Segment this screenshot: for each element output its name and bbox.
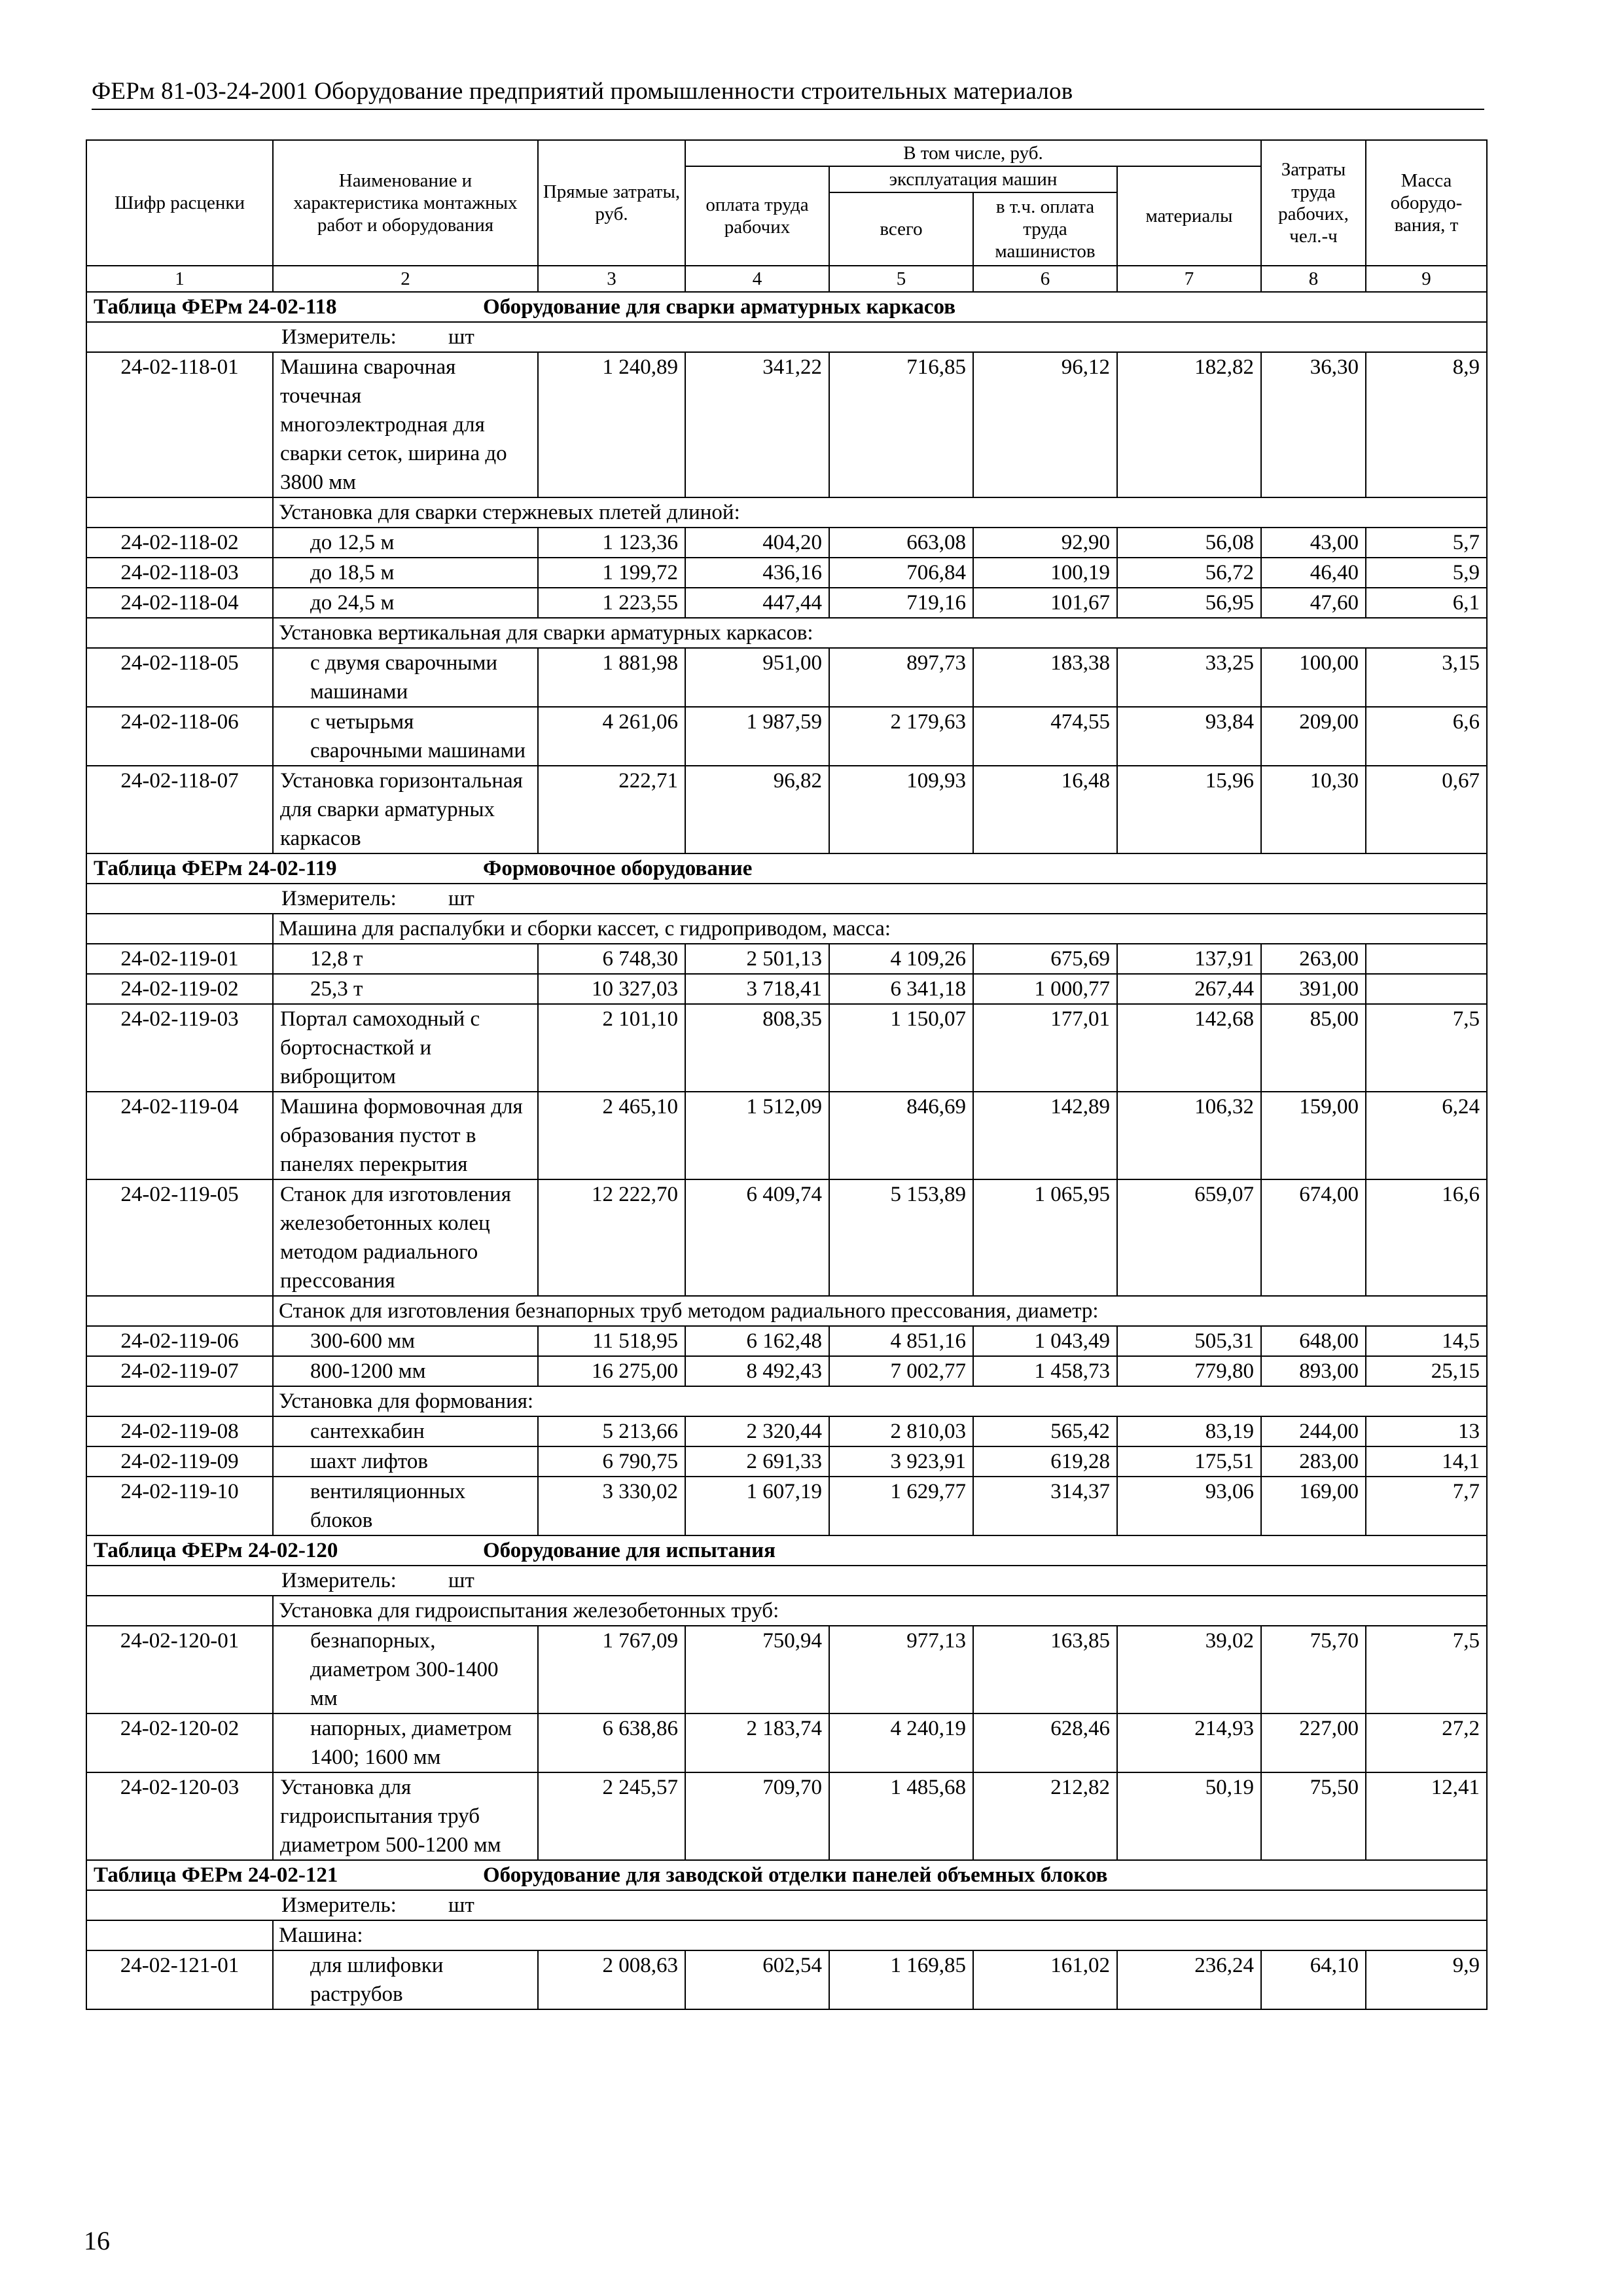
section-title <box>86 1860 1487 1890</box>
subheader-row <box>86 618 1487 648</box>
rate-code: 24-02-118-04 <box>86 588 273 618</box>
rate-code: 24-02-119-08 <box>86 1416 273 1446</box>
section-title-row <box>86 292 1487 322</box>
table-row <box>86 352 1487 497</box>
materials: 39,02 <box>1117 1626 1261 1713</box>
machines-total: 4 851,16 <box>829 1326 973 1356</box>
direct-cost: 1 767,09 <box>538 1626 685 1713</box>
rate-code: 24-02-118-05 <box>86 648 273 707</box>
wages: 2 501,13 <box>685 944 829 974</box>
machines-wages: 101,67 <box>973 588 1117 618</box>
subheader-text: Станок для изготовления безнапорных труб методом радиального прессования, диаметр: <box>273 1296 1487 1326</box>
machines-wages: 1 065,95 <box>973 1179 1117 1296</box>
wages: 404,20 <box>685 528 829 558</box>
machines-total: 897,73 <box>829 648 973 707</box>
machines-total: 1 150,07 <box>829 1004 973 1092</box>
rate-code: 24-02-119-04 <box>86 1092 273 1179</box>
column-numbers-row <box>86 266 1487 292</box>
table-row <box>86 707 1487 766</box>
labor-hours: 391,00 <box>1261 974 1366 1004</box>
machines-total: 5 153,89 <box>829 1179 973 1296</box>
labor-hours: 46,40 <box>1261 558 1366 588</box>
empty-code-cell <box>86 1296 273 1326</box>
table-row <box>86 1626 1487 1713</box>
machines-wages: 142,89 <box>973 1092 1117 1179</box>
materials: 175,51 <box>1117 1446 1261 1477</box>
equipment-mass: 14,1 <box>1366 1446 1487 1477</box>
subheader-row <box>86 1386 1487 1416</box>
subheader-row <box>86 1596 1487 1626</box>
rate-name: шахт лифтов <box>273 1446 538 1477</box>
direct-cost: 1 223,55 <box>538 588 685 618</box>
direct-cost: 6 638,86 <box>538 1713 685 1772</box>
materials: 106,32 <box>1117 1092 1261 1179</box>
wages: 602,54 <box>685 1950 829 2009</box>
wages: 2 320,44 <box>685 1416 829 1446</box>
table-row <box>86 1950 1487 2009</box>
subheader-text: Установка для сварки стержневых плетей длиной: <box>273 497 1487 528</box>
table-row <box>86 1772 1487 1860</box>
rate-name: с четырьмя сварочными машинами <box>273 707 538 766</box>
empty-code-cell <box>86 497 273 528</box>
col-header-direct: Прямые затраты, руб. <box>538 140 685 266</box>
materials: 50,19 <box>1117 1772 1261 1860</box>
table-row <box>86 1356 1487 1386</box>
labor-hours: 283,00 <box>1261 1446 1366 1477</box>
table-row <box>86 1179 1487 1296</box>
direct-cost: 10 327,03 <box>538 974 685 1004</box>
materials: 83,19 <box>1117 1416 1261 1446</box>
rate-code: 24-02-118-03 <box>86 558 273 588</box>
measure-row <box>86 884 1487 914</box>
rate-name: до 24,5 м <box>273 588 538 618</box>
wages: 1 512,09 <box>685 1092 829 1179</box>
labor-hours: 244,00 <box>1261 1416 1366 1446</box>
table-row <box>86 588 1487 618</box>
direct-cost: 1 240,89 <box>538 352 685 497</box>
equipment-mass: 16,6 <box>1366 1179 1487 1296</box>
wages: 3 718,41 <box>685 974 829 1004</box>
direct-cost: 3 330,02 <box>538 1477 685 1535</box>
measure-cell <box>86 884 1487 914</box>
col-header-machines: эксплуатация машин <box>829 166 1117 192</box>
rate-name: до 12,5 м <box>273 528 538 558</box>
table-body <box>86 292 1487 2009</box>
wages: 709,70 <box>685 1772 829 1860</box>
col-number: 1 <box>86 266 273 292</box>
direct-cost: 4 261,06 <box>538 707 685 766</box>
equipment-mass: 5,9 <box>1366 558 1487 588</box>
machines-wages: 314,37 <box>973 1477 1117 1535</box>
equipment-mass: 3,15 <box>1366 648 1487 707</box>
equipment-mass: 7,7 <box>1366 1477 1487 1535</box>
empty-code-cell <box>86 618 273 648</box>
equipment-mass: 8,9 <box>1366 352 1487 497</box>
section-code: Таблица ФЕРм 24-02-119 <box>94 857 337 880</box>
labor-hours: 674,00 <box>1261 1179 1366 1296</box>
rate-name: Установка для гидроиспытания труб диаметром 500-1200 мм <box>273 1772 538 1860</box>
rate-name: Станок для изготовления железобетонных колец методом радиального прессования <box>273 1179 538 1296</box>
equipment-mass <box>1366 944 1487 974</box>
table-head <box>86 140 1487 292</box>
machines-total: 6 341,18 <box>829 974 973 1004</box>
rate-name: 12,8 т <box>273 944 538 974</box>
col-header-incl: В том числе, руб. <box>685 140 1261 166</box>
rate-name: до 18,5 м <box>273 558 538 588</box>
rate-name: Портал самоходный с бортоснасткой и виброщитом <box>273 1004 538 1092</box>
rate-code: 24-02-120-03 <box>86 1772 273 1860</box>
wages: 6 162,48 <box>685 1326 829 1356</box>
rate-code: 24-02-119-01 <box>86 944 273 974</box>
materials: 93,84 <box>1117 707 1261 766</box>
table-row <box>86 1326 1487 1356</box>
wages: 2 691,33 <box>685 1446 829 1477</box>
measure-unit: шт <box>448 325 474 349</box>
section-title <box>86 1535 1487 1566</box>
wages: 341,22 <box>685 352 829 497</box>
rate-code: 24-02-119-05 <box>86 1179 273 1296</box>
table-row <box>86 1713 1487 1772</box>
labor-hours: 169,00 <box>1261 1477 1366 1535</box>
table-row <box>86 558 1487 588</box>
equipment-mass: 0,67 <box>1366 766 1487 853</box>
machines-total: 663,08 <box>829 528 973 558</box>
rate-name: вентиляционных блоков <box>273 1477 538 1535</box>
subheader-text: Машина для распалубки и сборки кассет, с гидроприводом, масса: <box>273 914 1487 944</box>
materials: 505,31 <box>1117 1326 1261 1356</box>
rate-code: 24-02-120-02 <box>86 1713 273 1772</box>
equipment-mass: 9,9 <box>1366 1950 1487 2009</box>
rate-code: 24-02-121-01 <box>86 1950 273 2009</box>
wages: 951,00 <box>685 648 829 707</box>
measure-unit: шт <box>448 1569 474 1592</box>
col-number: 6 <box>973 266 1117 292</box>
measure-row <box>86 1566 1487 1596</box>
materials: 56,95 <box>1117 588 1261 618</box>
subheader-row <box>86 914 1487 944</box>
labor-hours: 47,60 <box>1261 588 1366 618</box>
equipment-mass <box>1366 974 1487 1004</box>
subheader-row <box>86 1296 1487 1326</box>
rate-code: 24-02-120-01 <box>86 1626 273 1713</box>
labor-hours: 85,00 <box>1261 1004 1366 1092</box>
machines-total: 719,16 <box>829 588 973 618</box>
machines-total: 706,84 <box>829 558 973 588</box>
section-title <box>86 853 1487 884</box>
rate-name: 25,3 т <box>273 974 538 1004</box>
rate-name: 300-600 мм <box>273 1326 538 1356</box>
subheader-row <box>86 1920 1487 1950</box>
direct-cost: 12 222,70 <box>538 1179 685 1296</box>
col-number: 3 <box>538 266 685 292</box>
col-header-labor: Затраты труда рабочих, чел.-ч <box>1261 140 1366 266</box>
materials: 236,24 <box>1117 1950 1261 2009</box>
rates-table <box>86 139 1488 2010</box>
equipment-mass: 5,7 <box>1366 528 1487 558</box>
direct-cost: 6 790,75 <box>538 1446 685 1477</box>
col-number: 8 <box>1261 266 1366 292</box>
measure-unit: шт <box>448 1893 474 1917</box>
labor-hours: 36,30 <box>1261 352 1366 497</box>
labor-hours: 10,30 <box>1261 766 1366 853</box>
machines-wages: 177,01 <box>973 1004 1117 1092</box>
rate-code: 24-02-118-02 <box>86 528 273 558</box>
direct-cost: 1 881,98 <box>538 648 685 707</box>
machines-wages: 163,85 <box>973 1626 1117 1713</box>
measure-label: Измеритель: <box>281 887 397 910</box>
machines-total: 1 169,85 <box>829 1950 973 2009</box>
table-row <box>86 974 1487 1004</box>
col-header-mass: Масса оборудо-вания, т <box>1366 140 1487 266</box>
machines-wages: 1 458,73 <box>973 1356 1117 1386</box>
rate-name: безнапорных, диаметром 300-1400 мм <box>273 1626 538 1713</box>
materials: 267,44 <box>1117 974 1261 1004</box>
direct-cost: 2 008,63 <box>538 1950 685 2009</box>
labor-hours: 64,10 <box>1261 1950 1366 2009</box>
empty-code-cell <box>86 1920 273 1950</box>
measure-row <box>86 322 1487 352</box>
rate-name: Машина сварочная точечная многоэлектродная для сварки сеток, ширина до 3800 мм <box>273 352 538 497</box>
empty-code-cell <box>86 1596 273 1626</box>
direct-cost: 2 465,10 <box>538 1092 685 1179</box>
section-code: Таблица ФЕРм 24-02-120 <box>94 1539 338 1562</box>
equipment-mass: 27,2 <box>1366 1713 1487 1772</box>
labor-hours: 100,00 <box>1261 648 1366 707</box>
measure-cell <box>86 1890 1487 1920</box>
direct-cost: 1 123,36 <box>538 528 685 558</box>
machines-wages: 565,42 <box>973 1416 1117 1446</box>
materials: 214,93 <box>1117 1713 1261 1772</box>
empty-code-cell <box>86 914 273 944</box>
table-row <box>86 1004 1487 1092</box>
section-name: Оборудование для испытания <box>483 1539 776 1562</box>
machines-total: 716,85 <box>829 352 973 497</box>
labor-hours: 893,00 <box>1261 1356 1366 1386</box>
direct-cost: 11 518,95 <box>538 1326 685 1356</box>
subheader-text: Машина: <box>273 1920 1487 1950</box>
table-row <box>86 528 1487 558</box>
col-header-code: Шифр расценки <box>86 140 273 266</box>
table-row <box>86 648 1487 707</box>
machines-wages: 100,19 <box>973 558 1117 588</box>
page-number: 16 <box>84 2226 110 2255</box>
wages: 96,82 <box>685 766 829 853</box>
section-title-row <box>86 1860 1487 1890</box>
labor-hours: 75,50 <box>1261 1772 1366 1860</box>
table-row <box>86 1477 1487 1535</box>
labor-hours: 648,00 <box>1261 1326 1366 1356</box>
measure-unit: шт <box>448 887 474 910</box>
rate-name: напорных, диаметром 1400; 1600 мм <box>273 1713 538 1772</box>
labor-hours: 75,70 <box>1261 1626 1366 1713</box>
page-header-title: ФЕРм 81-03-24-2001 Оборудование предприятий промышленности строительных материалов <box>92 78 1073 105</box>
section-title <box>86 292 1487 322</box>
machines-total: 4 240,19 <box>829 1713 973 1772</box>
direct-cost: 222,71 <box>538 766 685 853</box>
col-header-machines-wages: в т.ч. оплата труда машинистов <box>973 192 1117 266</box>
measure-label: Измеритель: <box>281 1569 397 1592</box>
equipment-mass: 6,6 <box>1366 707 1487 766</box>
equipment-mass: 6,24 <box>1366 1092 1487 1179</box>
rate-code: 24-02-119-10 <box>86 1477 273 1535</box>
rate-code: 24-02-118-06 <box>86 707 273 766</box>
machines-total: 2 179,63 <box>829 707 973 766</box>
machines-total: 4 109,26 <box>829 944 973 974</box>
direct-cost: 2 245,57 <box>538 1772 685 1860</box>
machines-total: 109,93 <box>829 766 973 853</box>
rate-name: Машина формовочная для образования пустот в панелях перекрытия <box>273 1092 538 1179</box>
equipment-mass: 7,5 <box>1366 1626 1487 1713</box>
materials: 33,25 <box>1117 648 1261 707</box>
materials: 142,68 <box>1117 1004 1261 1092</box>
wages: 436,16 <box>685 558 829 588</box>
direct-cost: 6 748,30 <box>538 944 685 974</box>
direct-cost: 16 275,00 <box>538 1356 685 1386</box>
machines-wages: 1 043,49 <box>973 1326 1117 1356</box>
equipment-mass: 12,41 <box>1366 1772 1487 1860</box>
machines-total: 846,69 <box>829 1092 973 1179</box>
wages: 1 607,19 <box>685 1477 829 1535</box>
measure-label: Измеритель: <box>281 325 397 349</box>
subheader-text: Установка вертикальная для сварки арматурных каркасов: <box>273 618 1487 648</box>
measure-row <box>86 1890 1487 1920</box>
table-row <box>86 1416 1487 1446</box>
materials: 137,91 <box>1117 944 1261 974</box>
rate-code: 24-02-119-06 <box>86 1326 273 1356</box>
wages: 750,94 <box>685 1626 829 1713</box>
measure-cell <box>86 322 1487 352</box>
rate-code: 24-02-119-02 <box>86 974 273 1004</box>
rate-name: для шлифовки раструбов <box>273 1950 538 2009</box>
wages: 1 987,59 <box>685 707 829 766</box>
table-row <box>86 766 1487 853</box>
col-header-wages: оплата труда рабочих <box>685 166 829 266</box>
wages: 808,35 <box>685 1004 829 1092</box>
section-name: Оборудование для сварки арматурных каркасов <box>483 295 956 319</box>
section-title-row <box>86 853 1487 884</box>
header-rule <box>92 109 1484 110</box>
rate-name: сантехкабин <box>273 1416 538 1446</box>
col-number: 9 <box>1366 266 1487 292</box>
table-row <box>86 1446 1487 1477</box>
rate-code: 24-02-119-07 <box>86 1356 273 1386</box>
rate-code: 24-02-118-07 <box>86 766 273 853</box>
col-header-machines-total: всего <box>829 192 973 266</box>
section-code: Таблица ФЕРм 24-02-118 <box>94 295 337 319</box>
materials: 779,80 <box>1117 1356 1261 1386</box>
machines-total: 3 923,91 <box>829 1446 973 1477</box>
direct-cost: 5 213,66 <box>538 1416 685 1446</box>
machines-wages: 675,69 <box>973 944 1117 974</box>
machines-total: 1 485,68 <box>829 1772 973 1860</box>
col-number: 7 <box>1117 266 1261 292</box>
machines-wages: 96,12 <box>973 352 1117 497</box>
col-header-materials: материалы <box>1117 166 1261 266</box>
table-row <box>86 944 1487 974</box>
section-title-row <box>86 1535 1487 1566</box>
equipment-mass: 14,5 <box>1366 1326 1487 1356</box>
wages: 447,44 <box>685 588 829 618</box>
machines-total: 7 002,77 <box>829 1356 973 1386</box>
materials: 15,96 <box>1117 766 1261 853</box>
equipment-mass: 7,5 <box>1366 1004 1487 1092</box>
section-name: Формовочное оборудование <box>483 857 753 880</box>
rate-code: 24-02-119-03 <box>86 1004 273 1092</box>
materials: 56,08 <box>1117 528 1261 558</box>
section-name: Оборудование для заводской отделки панелей объемных блоков <box>483 1863 1108 1887</box>
labor-hours: 43,00 <box>1261 528 1366 558</box>
subheader-text: Установка для формования: <box>273 1386 1487 1416</box>
machines-wages: 474,55 <box>973 707 1117 766</box>
col-number: 4 <box>685 266 829 292</box>
machines-total: 977,13 <box>829 1626 973 1713</box>
machines-wages: 161,02 <box>973 1950 1117 2009</box>
machines-wages: 628,46 <box>973 1713 1117 1772</box>
labor-hours: 263,00 <box>1261 944 1366 974</box>
machines-total: 1 629,77 <box>829 1477 973 1535</box>
measure-label: Измеритель: <box>281 1893 397 1917</box>
machines-wages: 16,48 <box>973 766 1117 853</box>
materials: 182,82 <box>1117 352 1261 497</box>
subheader-row <box>86 497 1487 528</box>
machines-wages: 212,82 <box>973 1772 1117 1860</box>
wages: 6 409,74 <box>685 1179 829 1296</box>
rate-name: 800-1200 мм <box>273 1356 538 1386</box>
measure-cell <box>86 1566 1487 1596</box>
wages: 8 492,43 <box>685 1356 829 1386</box>
machines-wages: 1 000,77 <box>973 974 1117 1004</box>
rate-name: с двумя сварочными машинами <box>273 648 538 707</box>
machines-total: 2 810,03 <box>829 1416 973 1446</box>
machines-wages: 92,90 <box>973 528 1117 558</box>
materials: 93,06 <box>1117 1477 1261 1535</box>
labor-hours: 209,00 <box>1261 707 1366 766</box>
wages: 2 183,74 <box>685 1713 829 1772</box>
empty-code-cell <box>86 1386 273 1416</box>
rate-code: 24-02-118-01 <box>86 352 273 497</box>
direct-cost: 1 199,72 <box>538 558 685 588</box>
equipment-mass: 6,1 <box>1366 588 1487 618</box>
direct-cost: 2 101,10 <box>538 1004 685 1092</box>
subheader-text: Установка для гидроиспытания железобетонных труб: <box>273 1596 1487 1626</box>
rate-name: Установка горизонтальная для сварки арматурных каркасов <box>273 766 538 853</box>
col-number: 5 <box>829 266 973 292</box>
materials: 659,07 <box>1117 1179 1261 1296</box>
col-header-name: Наименование и характеристика монтажных работ и оборудования <box>273 140 538 266</box>
machines-wages: 619,28 <box>973 1446 1117 1477</box>
machines-wages: 183,38 <box>973 648 1117 707</box>
equipment-mass: 25,15 <box>1366 1356 1487 1386</box>
equipment-mass: 13 <box>1366 1416 1487 1446</box>
table-row <box>86 1092 1487 1179</box>
materials: 56,72 <box>1117 558 1261 588</box>
section-code: Таблица ФЕРм 24-02-121 <box>94 1863 338 1887</box>
labor-hours: 227,00 <box>1261 1713 1366 1772</box>
labor-hours: 159,00 <box>1261 1092 1366 1179</box>
rate-code: 24-02-119-09 <box>86 1446 273 1477</box>
col-number: 2 <box>273 266 538 292</box>
